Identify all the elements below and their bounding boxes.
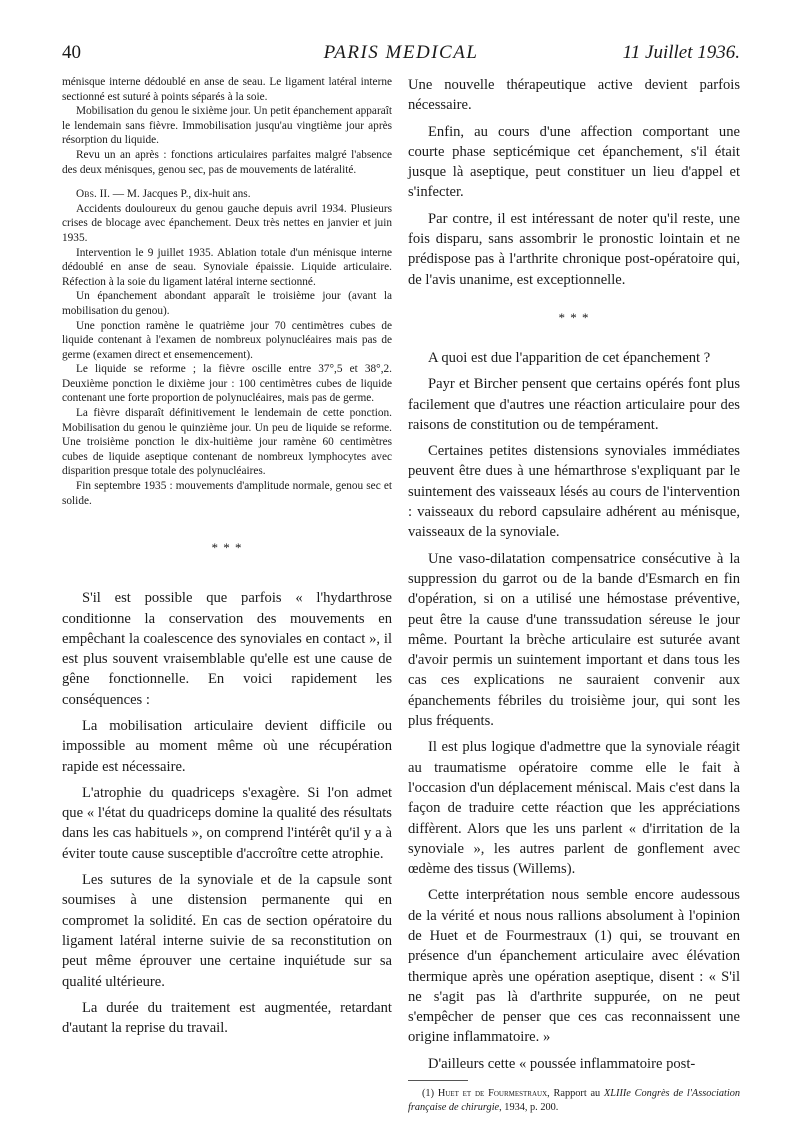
footnote	[408, 1087, 740, 1115]
paragraph: Accidents douloureux du genou gauche depuis avril 1934. Plusieurs crises de blocage avec épanchement. Deux très nettes en janvier et juin 1935.	[62, 202, 392, 244]
paragraph: La durée du traitement est augmentée, retardant d'autant la reprise du travail.	[62, 999, 392, 1037]
paragraph: Le liquide se reforme ; la fièvre oscille entre 37°,5 et 38°,2. Deuxième ponction le dixième jour : 100 centimètres cubes de liquide contenant une forte proportion de polynucléaires, mais pas de germe.	[62, 363, 392, 405]
issue-date: 11 Juillet 1936.	[622, 42, 740, 63]
right-column	[408, 75, 740, 1115]
paragraph: Mobilisation du genou le sixième jour. Un petit épanchement apparaît le lendemain sans fièvre. Immobilisation jusqu'au vingtième jour après résorption du liquide.	[62, 105, 392, 147]
paragraph: S'il est possible que parfois « l'hydarthrose conditionne la conservation des mouvements en empêchant la coalescence des synoviales en contact », il est plus souvent vraisemblable qu'elle est une cause de gêne fonctionnelle. En voici rapidement les conséquences :	[62, 590, 392, 708]
paragraph: Cette interprétation nous semble encore audessous de la vérité et nous nous rallions absolument à l'opinion de Huet et de Fourmestraux (1) qui, se trouvant en présence d'un épanchement articulaire avec élévation thermique après une opération aseptique, disent : « S'il ne s'agit pas là d'arthrite suppurée, on ne peut s'empêcher de penser que ces cas reconnaissent une origine inflammatoire. »	[408, 887, 740, 1046]
paragraph: La fièvre disparaît définitivement le lendemain de cette ponction. Mobilisation du genou le quinzième jour. Un peu de liquide se reforme. Une troisième ponction le dix-huitième jour ramène 60 centimètres cubes de liquide aseptique contenant de nombreux lymphocytes avec disparition presque totale des polynucléaires.	[62, 407, 392, 478]
paragraph: Payr et Bircher pensent que certains opérés font plus facilement que d'autres une réaction articulaire pour des raisons de constitution ou de tempérament.	[408, 376, 740, 433]
footnote-number: (1)	[422, 1088, 438, 1100]
paragraph: Certaines petites distensions synoviales immédiates peuvent être dues à une hémarthrose s'expliquant par le suintement des vaisseaux lésés au cours de l'intervention : vaisseaux du rebord capsulaire adhérent au ménisque, vaisseaux de la synoviale.	[408, 443, 740, 541]
journal-title: PARIS MEDICAL	[323, 42, 479, 63]
section-separator: * * *	[211, 540, 243, 556]
paragraph: La mobilisation articulaire devient difficile ou impossible au moment même où une récupération rapide est nécessaire.	[62, 718, 392, 775]
paragraph: Enfin, au cours d'une affection comportant une courte phase septicémique cet épanchement, s'il était jusque là aseptique, peut constituer un lieu d'appel et s'infecter.	[408, 123, 740, 201]
footnote-end: , 1934, p. 200.	[499, 1102, 559, 1114]
paragraph: Un épanchement abondant apparaît le troisième jour (avant la mobilisation du genou).	[62, 290, 392, 317]
paragraph: Une vaso-dilatation compensatrice consécutive à la suppression du garrot ou de la bande d'Esmarch en fin d'opération, si on a utilisé une hémostase préventive, peut être la cause d'une transsudation séreuse le jour même. Pourtant la brèche articulaire est suturée avant d'avoir permis un suintement important et dans tous les cas ces explications ne sauraient convenir aux épanchements fébriles du troisième jour, qui sont les plus fréquents.	[408, 550, 740, 730]
paragraph: Il est plus logique d'admettre que la synoviale réagit au traumatisme opératoire comme elle le fait à l'occasion d'un déplacement méniscal. Mais c'est dans la façon de traduire cette réaction que les appréciations diffèrent. Alors que les uns parlent « d'irritation de la synoviale », les autres parlent de gonflement avec œdème des tissus (Willems).	[408, 739, 740, 878]
paragraph: L'atrophie du quadriceps s'exagère. Si l'on admet que « l'état du quadriceps domine la qualité des résultats dans les cas habituels », on comprend l'intérêt qu'il y a à éviter toute cause susceptible d'accroître cette atrophie.	[62, 784, 392, 862]
page-header	[62, 42, 740, 68]
paragraph: Revu un an après : fonctions articulaires parfaites malgré l'absence des deux ménisques, genou sec, pas de mouvements de latéralité.	[62, 148, 392, 176]
paragraph: Intervention le 9 juillet 1935. Ablation totale d'un ménisque interne dédoublé en anse de seau. Synoviale épaissie. Liquide articulaire. Réfection à la soie du ligament latéral interne sectionné.	[62, 246, 392, 288]
footnote-rule	[408, 1080, 468, 1081]
footnote-text: , Rapport au	[547, 1088, 604, 1100]
footnote-authors: Huet et de Fourmestraux	[437, 1088, 548, 1100]
left-column	[62, 75, 392, 1044]
paragraph: Une ponction ramène le quatrième jour 70 centimètres cubes de liquide contenant à l'examen de nombreux polynucléaires mais pas de germe (examen direct et ensemencement).	[62, 319, 392, 361]
paragraph: D'ailleurs cette « poussée inflammatoire post-	[428, 1055, 696, 1072]
paragraph: Fin septembre 1935 : mouvements d'amplitude normale, genou sec et solide.	[62, 480, 392, 507]
paragraph: Les sutures de la synoviale et de la capsule sont soumises à une distension permanente qui en compromet la solidité. En cas de section opératoire du ligament latéral interne suivie de sa reconstitution on peut même éprouver une certaine inquiétude sur sa qualité ultérieure.	[62, 872, 392, 990]
paragraph: A quoi est due l'apparition de cet épanchement ?	[428, 349, 711, 366]
observation-patient: — M. Jacques P., dix-huit ans.	[109, 188, 251, 201]
observation-heading	[62, 187, 392, 202]
paragraph: Une nouvelle thérapeutique active devient parfois nécessaire.	[408, 77, 740, 114]
paragraph: ménisque interne dédoublé en anse de seau. Le ligament latéral interne sectionné est suturé à points séparés à la soie.	[62, 76, 392, 103]
footnote-congress: XLIIIe Congrès de l'Association française de chirurgie	[408, 1088, 740, 1114]
section-separator: * * *	[558, 309, 590, 325]
paragraph: Par contre, il est intéressant de noter qu'il reste, une fois disparu, sans assombrir le pronostic lointain et ne prédispose pas à l'arthrite chronique post-opératoire qui, de l'avis unanime, est exceptionnelle.	[408, 210, 740, 288]
page-number: 40	[62, 42, 81, 63]
observation-label: Obs. II.	[76, 188, 110, 201]
